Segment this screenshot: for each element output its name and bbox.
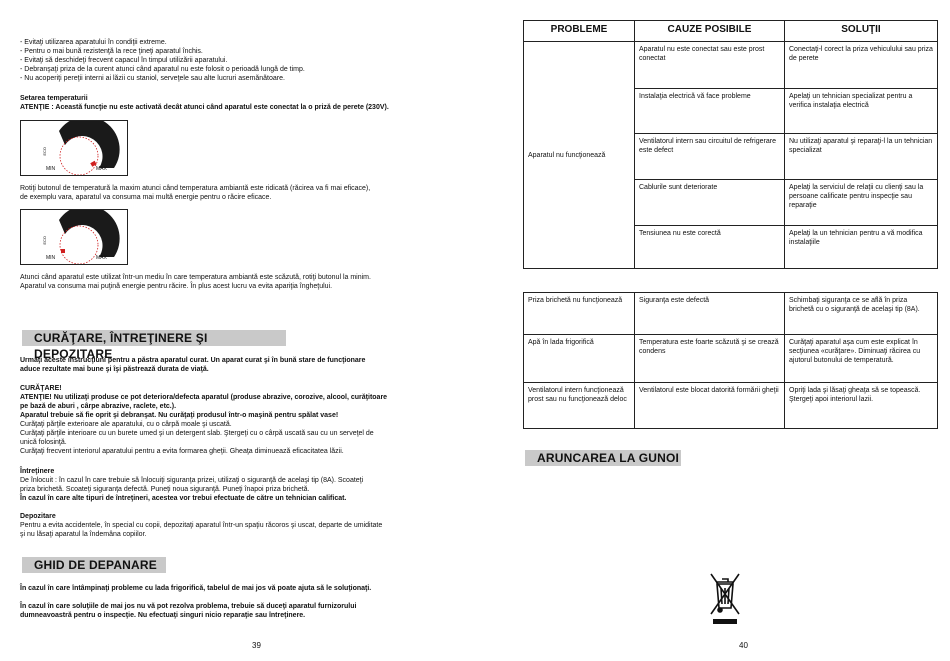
storage-heading: Depozitare — [20, 513, 56, 520]
cleaning-warning-line: pe bază de aburi , cârpe abrazive, raclete, etc.). — [20, 403, 177, 410]
section-title-troubleshooting: GHID DE DEPANARE — [22, 557, 166, 573]
guide-paragraph-1: În cazul în care întâmpinaţi probleme cu lada frigorifică, tabelul de mai jos vă poate ajuta să le soluţionaţi. — [20, 585, 372, 592]
guide-line: În cazul în care soluţiile de mai jos nu vă pot rezolva problema, trebuie să duceţi aparatul furnizorului — [20, 603, 357, 610]
solution-cell: Apelaţi la un tehnician pentru a vă modifica instalaţiile — [785, 226, 938, 269]
temp-heading: Setarea temperaturii — [20, 95, 88, 102]
temperature-dial-max — [20, 120, 128, 176]
eco-label: ECO — [42, 147, 47, 156]
header-problems: PROBLEME — [524, 21, 635, 42]
table-header-row — [524, 21, 938, 42]
temperature-dial-min — [20, 209, 128, 265]
section-title-disposal: ARUNCAREA LA GUNOI — [525, 450, 681, 466]
cause-cell: Tensiunea nu este corectă — [635, 226, 785, 269]
guide-paragraph-2 — [20, 602, 460, 620]
cleaning-line: Curăţaţi părţile exterioare ale aparatului, cu o cârpă moale şi uscată. — [20, 421, 232, 428]
dial1-description — [20, 184, 460, 202]
cleaning-text — [20, 420, 460, 456]
cause-cell: Instalaţia electrică vă face probleme — [635, 89, 785, 134]
header-solutions: SOLUŢII — [785, 21, 938, 42]
solution-cell: Conectaţi-l corect la priza vehiculului sau priza de perete — [785, 42, 938, 89]
intro-bullet: - Evitaţi să deschideţi frecvent capacul în timpul utilizării aparatului. — [20, 57, 228, 64]
cleaning-intro-line: Urmaţi aceste instrucţiuni pentru a păstra aparatul curat. Un aparat curat şi în bună stare de funcţionare — [20, 357, 366, 364]
dial-max-label: MAX — [96, 255, 107, 261]
troubleshooting-table-main — [523, 20, 938, 269]
cleaning-intro — [20, 356, 460, 374]
cleaning-line: Curăţaţi frecvent interiorul aparatului pentru a evita formarea gheţii. Gheaţa diminuează eficacitatea lăzii. — [20, 448, 344, 455]
crossed-out-wheelie-bin-icon — [707, 570, 743, 626]
cleaning-warning-line: ATENŢIE! Nu utilizaţi produse ce pot deteriora/defecta aparatul (produse abrazive, corozive, alcool, curăţitoare — [20, 394, 388, 401]
cause-cell: Siguranţa este defectă — [635, 293, 785, 335]
problem-cell: Ventilatorul intern funcţionează prost sau nu funcţionează deloc — [524, 383, 635, 429]
dial1-line: Rotiţi butonul de temperatură la maxim atunci când temperatura ambiantă este ridicată (răcirea va fi mai eficace), — [20, 185, 371, 192]
cause-cell: Ventilatorul intern sau circuitul de refrigerare este defect — [635, 134, 785, 180]
intro-bullet: - Nu acoperiţi pereţii interni ai lăzii cu staniol, serveţele sau alte lucruri asemănătoare. — [20, 75, 285, 82]
storage-text — [20, 521, 460, 539]
cleaning-warning — [20, 393, 460, 420]
troubleshooting-table-extra — [523, 292, 938, 429]
cleaning-heading: CURĂŢARE! — [20, 385, 62, 392]
problem-cell: Apă în lada frigorifică — [524, 335, 635, 383]
right-page — [475, 0, 950, 661]
dial-min-label: MIN — [46, 166, 56, 172]
temperature-dial-icon — [21, 121, 127, 175]
storage-line: Pentru a evita accidentele, în special cu copii, depozitaţi aparatul într-un spaţiu răcoros şi uscat, departe de umiditate — [20, 522, 383, 529]
intro-bullet: - Evitaţi utilizarea aparatului în condiţii extreme. — [20, 39, 167, 46]
storage-line: şi nu lăsaţi aparatul la îndemâna copiilor. — [20, 531, 147, 538]
solution-cell: Apelaţi la serviciul de relaţii cu clienţi sau la persoane calificate pentru inspecţie sau reparaţie — [785, 180, 938, 226]
maintenance-note: În cazul în care alte tipuri de întreţineri, acestea vor trebui efectuate de către un tehnician calificat. — [20, 495, 347, 502]
solution-cell: Curăţaţi aparatul aşa cum este explicat în secţiunea «curăţare». Diminuaţi răcirea cu ajutorul butonului de temperatură. — [785, 335, 938, 383]
guide-line: dumneavoastră pentru o inspecţie. Nu efectuaţi singuri nicio reparaţie sau întreţinere. — [20, 612, 306, 619]
header-causes: CAUZE POSIBILE — [635, 21, 785, 42]
maintenance-heading: Întreţinere — [20, 468, 55, 475]
cleaning-line: unică folosinţă. — [20, 439, 67, 446]
page-number-right: 40 — [739, 641, 748, 650]
intro-bullet-list — [20, 38, 460, 83]
solution-cell: Nu utilizaţi aparatul şi reparaţi-l la un tehnician specializat — [785, 134, 938, 180]
cause-cell: Aparatul nu este conectat sau este prost conectat — [635, 42, 785, 89]
intro-bullet: - Debranşaţi priza de la curent atunci când aparatul nu este folosit o perioadă lungă de timp. — [20, 66, 305, 73]
maintenance-text — [20, 476, 460, 494]
table-row — [524, 335, 938, 383]
problem-cell: Priza brichetă nu funcţionează — [524, 293, 635, 335]
table-row — [524, 42, 938, 89]
page-number-left: 39 — [252, 641, 261, 650]
cause-cell: Cablurile sunt deteriorate — [635, 180, 785, 226]
problem-cell: Aparatul nu funcţionează — [524, 42, 635, 269]
dial-max-label: MAX — [96, 166, 107, 172]
solution-cell: Opriţi lada şi lăsaţi gheaţa să se topească. Ştergeţi apoi interiorul lazii. — [785, 383, 938, 429]
solution-cell: Apelaţi un tehnician specializat pentru a verifica instalaţia electrică — [785, 89, 938, 134]
cleaning-warning-line: Aparatul trebuie să fie oprit şi debranşat. Nu curăţaţi produsul într-o maşină pentru spălat vase! — [20, 412, 339, 419]
solution-cell: Schimbaţi siguranţa ce se află în priza brichetă cu o siguranţă de acelaşi tip (8A). — [785, 293, 938, 335]
dial2-description — [20, 273, 460, 291]
dial1-line: de exemplu vara, aparatul va consuma mai multă energie pentru o răcire eficace. — [20, 194, 272, 201]
dial-min-label: MIN — [46, 255, 56, 261]
dial2-line: Aparatul va consuma mai puţină energie pentru răcire. În plus acest lucru va evita apariţia îngheţului. — [20, 283, 333, 290]
maintenance-line: priza brichetă. Scoateţi siguranţa defectă. Puneţi noua siguranţă. Puneţi înapoi priza brichetă. — [20, 486, 310, 493]
cleaning-intro-line: aduce rezultate mai bune şi îşi păstrează durata de viaţă. — [20, 366, 209, 373]
cleaning-line: Curăţaţi părţile interioare cu un burete umed şi un detergent slab. Ştergeţi cu o cârpă uscată sau cu un serveţel de — [20, 430, 374, 437]
maintenance-line: De înlocuit : în cazul în care trebuie să înlocuiţi siguranţa prizei, utilizaţi o siguranţă de acelaşi tip (8A). Scoateţi — [20, 477, 364, 484]
section-title-cleaning: CURĂŢARE, ÎNTREŢINERE ŞI DEPOZITARE — [22, 330, 286, 346]
eco-label: ECO — [42, 236, 47, 245]
table-row — [524, 383, 938, 429]
table-row — [524, 293, 938, 335]
temp-warning: ATENŢIE : Această funcţie nu este activată decât atunci când aparatul este conectat la o priză de perete (230V). — [20, 104, 389, 111]
temperature-dial-icon — [21, 210, 127, 264]
intro-bullet: - Pentru o mai bună rezistenţă la rece ţineţi aparatul închis. — [20, 48, 203, 55]
cause-cell: Ventilatorul este blocat datorită formării gheţii — [635, 383, 785, 429]
cause-cell: Temperatura este foarte scăzută şi se crează condens — [635, 335, 785, 383]
dial2-line: Atunci când aparatul este utilizat într-un mediu în care temperatura ambiantă este scăzută, rotiţi butonul la minim. — [20, 274, 371, 281]
